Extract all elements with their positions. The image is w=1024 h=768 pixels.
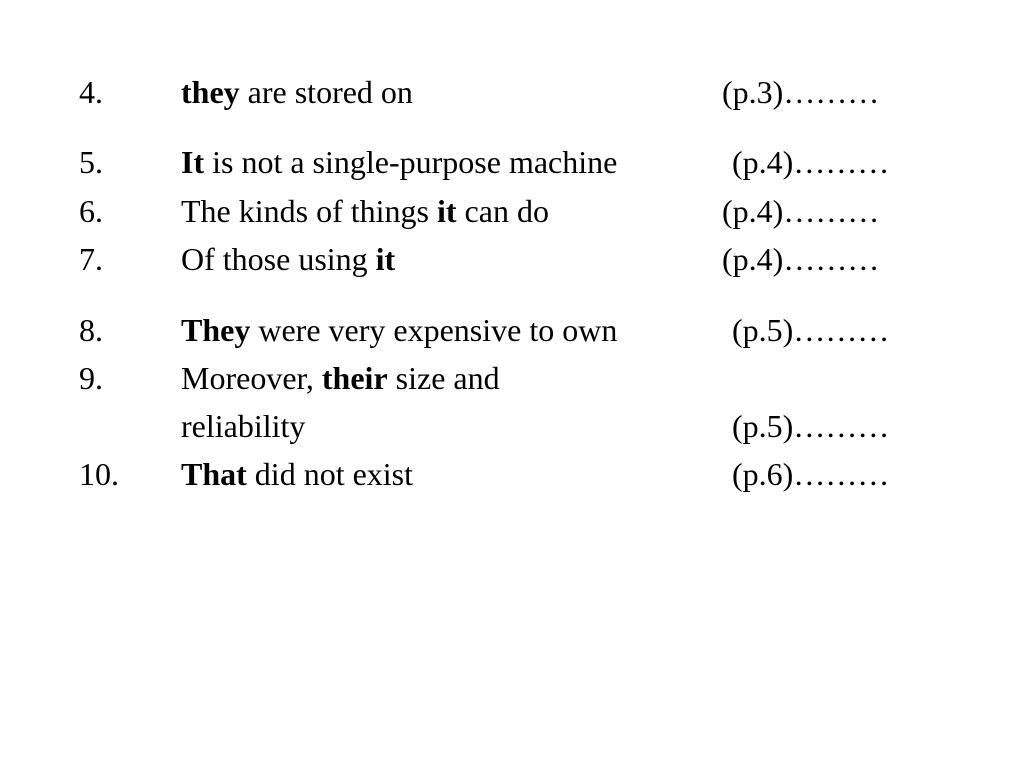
page-reference: (p.4)……… — [732, 144, 890, 180]
item-text-continuation: reliability — [181, 408, 306, 444]
item-text-rest: were very expensive to own — [250, 312, 618, 348]
item-text-rest: size and — [387, 360, 500, 396]
page-reference: (p.4)……… — [722, 193, 880, 229]
item-number: 4. — [79, 74, 103, 110]
item-number: 9. — [79, 360, 103, 396]
item-text-lead: Moreover, — [181, 360, 322, 396]
item-text-rest: can do — [456, 193, 549, 229]
bold-pronoun: their — [321, 360, 388, 396]
page-reference: (p.6)……… — [732, 456, 890, 492]
bold-pronoun: That — [181, 456, 247, 492]
page-reference: (p.5)……… — [732, 408, 890, 444]
item-text — [181, 454, 413, 494]
item-text — [181, 239, 395, 279]
item-number: 5. — [79, 144, 103, 180]
item-number: 8. — [79, 312, 103, 348]
item-text — [181, 72, 413, 112]
item-text-lead: The kinds of things — [181, 193, 437, 229]
item-number: 6. — [79, 193, 103, 229]
item-number: 10. — [79, 456, 119, 492]
page-reference: (p.4)……… — [722, 241, 880, 277]
item-text — [181, 310, 617, 350]
page-reference: (p.3)……… — [722, 74, 880, 110]
item-text-rest: is not a single-purpose machine — [204, 144, 618, 180]
bold-pronoun: They — [181, 312, 251, 348]
item-text-rest: are stored on — [239, 74, 413, 110]
bold-pronoun: they — [181, 74, 240, 110]
bold-pronoun: it — [375, 241, 396, 277]
bold-pronoun: it — [436, 193, 457, 229]
item-text-lead: Of those using — [181, 241, 376, 277]
item-text — [181, 358, 500, 398]
page-reference: (p.5)……… — [732, 312, 890, 348]
item-number: 7. — [79, 241, 103, 277]
item-text-rest: did not exist — [246, 456, 414, 492]
bold-pronoun: It — [181, 144, 205, 180]
item-text — [181, 142, 617, 182]
item-text — [181, 191, 549, 231]
